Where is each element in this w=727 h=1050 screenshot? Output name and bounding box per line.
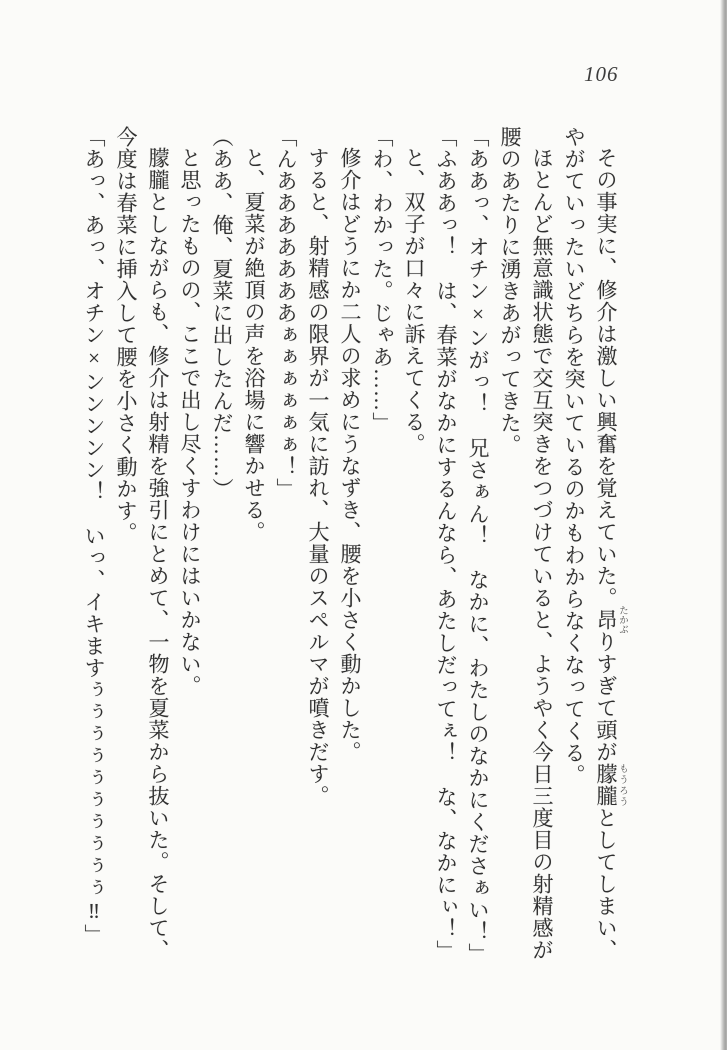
- text-block: [81, 126, 627, 986]
- text-line: 「あっ、あっ、オチン×ンンンンン！ いっ、イキますぅぅぅぅぅぅぅぅぅぅ‼」: [82, 126, 106, 946]
- text-line: 「んあああああああぁぁぁぁぁぁ！」: [274, 126, 298, 500]
- text-line: 朦朧としながらも、修介は射精を強引にとめて、一物を夏菜から抜いた。そして、: [146, 147, 170, 961]
- text-line: と、双子が口々に訴えてくる。: [402, 147, 426, 455]
- text-line: 「わ、わかった。じゃあ……」: [370, 126, 394, 434]
- text-line: と、夏菜が絶頂の声を浴場に響かせる。: [242, 147, 266, 543]
- text-line: 「ああっ、オチン×ンがっ！ 兄さぁん！ なかに、わたしのなかにくださぁい！」: [466, 126, 490, 965]
- text-line: ほとんど無意識状態で交互突きをつづけていると、ようやく今日三度目の射精感が: [530, 147, 554, 961]
- text-line: 腰のあたりに湧きあがってきた。: [498, 126, 522, 456]
- text-line: すると、射精感の限界が一気に訪れ、大量のスペルマが噴きだす。: [306, 147, 330, 807]
- furigana: 昂 たかぶ: [594, 605, 627, 635]
- page-edge-shadow: [720, 0, 727, 1050]
- text-line: 修介はどうにか二人の求めにうなずき、腰を小さく動かした。: [338, 147, 362, 763]
- text-line: その事実に、修介は激しい興奮を覚えていた。昂 たかぶりすぎて頭が朦朧 もうろうとしてしまい、: [594, 147, 627, 961]
- text-line: 「ふああっ！ は、春菜がなかにするんなら、あたしだってぇ！ な、なかにぃ！」: [434, 126, 458, 962]
- text-line: やがていったいどちらを突いているのかもわからなくなってくる。: [562, 126, 586, 786]
- text-line: と思ったものの、ここで出し尽くすわけにはいかない。: [178, 147, 202, 697]
- page-number: 106: [584, 62, 619, 86]
- text-line: 今度は春菜に挿入して腰を小さく動かす。: [114, 126, 138, 544]
- text-line: （ああ、俺、夏菜に出したんだ……）: [210, 126, 234, 500]
- furigana: 朦朧 もうろう: [594, 763, 627, 807]
